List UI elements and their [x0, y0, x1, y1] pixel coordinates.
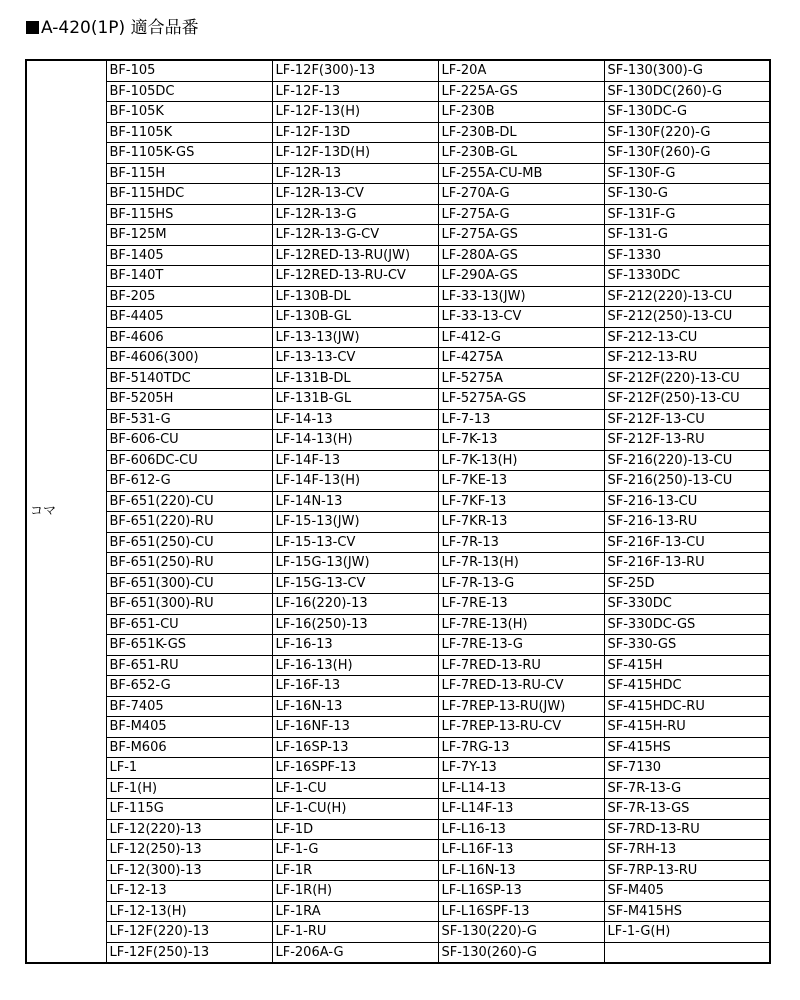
part-number-cell: SF-216(250)-13-CU — [604, 471, 770, 492]
table-row — [26, 922, 770, 943]
part-number-cell: SF-216-13-RU — [604, 512, 770, 533]
table-row — [26, 327, 770, 348]
part-number-cell: LF-7K-13(H) — [438, 450, 604, 471]
compatible-parts-table — [25, 59, 771, 964]
part-number-cell: SF-25D — [604, 573, 770, 594]
table-row — [26, 430, 770, 451]
table-row — [26, 102, 770, 123]
part-number-cell: LF-16(220)-13 — [272, 594, 438, 615]
part-number-cell: LF-12R-13 — [272, 163, 438, 184]
part-number-cell: BF-612-G — [106, 471, 272, 492]
part-number-cell: BF-125M — [106, 225, 272, 246]
part-number-cell: LF-14-13(H) — [272, 430, 438, 451]
part-number-cell: BF-651(300)-RU — [106, 594, 272, 615]
part-number-cell: LF-15-13-CV — [272, 532, 438, 553]
table-row — [26, 573, 770, 594]
part-number-cell: LF-L16SP-13 — [438, 881, 604, 902]
part-number-cell: LF-14F-13 — [272, 450, 438, 471]
part-number-cell: LF-131B-DL — [272, 368, 438, 389]
part-number-cell: LF-12F(220)-13 — [106, 922, 272, 943]
part-number-cell: BF-652-G — [106, 676, 272, 697]
part-number-cell: LF-7REP-13-RU-CV — [438, 717, 604, 738]
part-number-cell: LF-7K-13 — [438, 430, 604, 451]
part-number-cell: LF-230B-DL — [438, 122, 604, 143]
table-row — [26, 799, 770, 820]
part-number-cell: LF-7Y-13 — [438, 758, 604, 779]
part-number-cell: BF-4606(300) — [106, 348, 272, 369]
table-row — [26, 60, 770, 81]
part-number-cell: BF-115HS — [106, 204, 272, 225]
part-number-cell: LF-L16SPF-13 — [438, 901, 604, 922]
part-number-cell: SF-130(300)-G — [604, 60, 770, 81]
part-number-cell: LF-7KE-13 — [438, 471, 604, 492]
part-number-cell: SF-7RH-13 — [604, 840, 770, 861]
part-number-cell: LF-15G-13-CV — [272, 573, 438, 594]
part-number-cell: LF-12(220)-13 — [106, 819, 272, 840]
part-number-cell: LF-7R-13-G — [438, 573, 604, 594]
part-number-cell: BF-606DC-CU — [106, 450, 272, 471]
part-number-cell: LF-16F-13 — [272, 676, 438, 697]
part-number-cell: SF-7R-13-G — [604, 778, 770, 799]
part-number-cell: BF-651(300)-CU — [106, 573, 272, 594]
part-number-cell: LF-L16N-13 — [438, 860, 604, 881]
table-row — [26, 348, 770, 369]
part-number-cell: LF-7KF-13 — [438, 491, 604, 512]
part-number-cell: SF-7130 — [604, 758, 770, 779]
part-number-cell: LF-412-G — [438, 327, 604, 348]
part-number-cell: LF-33-13-CV — [438, 307, 604, 328]
part-number-cell: LF-13-13(JW) — [272, 327, 438, 348]
table-row — [26, 635, 770, 656]
part-number-cell: LF-1 — [106, 758, 272, 779]
part-number-cell: LF-12F-13(H) — [272, 102, 438, 123]
table-row — [26, 696, 770, 717]
table-row — [26, 409, 770, 430]
table-row — [26, 204, 770, 225]
part-number-cell: SF-216F-13-RU — [604, 553, 770, 574]
part-number-cell: SF-216-13-CU — [604, 491, 770, 512]
part-number-cell: SF-130DC(260)-G — [604, 81, 770, 102]
part-number-cell: SF-212F-13-CU — [604, 409, 770, 430]
part-number-cell: BF-531-G — [106, 409, 272, 430]
part-number-cell: SF-415H-RU — [604, 717, 770, 738]
part-number-cell: SF-M405 — [604, 881, 770, 902]
table-row — [26, 491, 770, 512]
table-row — [26, 901, 770, 922]
part-number-cell: LF-1(H) — [106, 778, 272, 799]
part-number-cell: LF-L16-13 — [438, 819, 604, 840]
part-number-cell: LF-1-CU — [272, 778, 438, 799]
table-row — [26, 655, 770, 676]
table-row — [26, 758, 770, 779]
part-number-cell: LF-131B-GL — [272, 389, 438, 410]
table-row — [26, 184, 770, 205]
table-row — [26, 614, 770, 635]
part-number-cell: SF-415HDC — [604, 676, 770, 697]
part-number-cell: LF-230B-GL — [438, 143, 604, 164]
part-number-cell: SF-130(220)-G — [438, 922, 604, 943]
part-number-cell: LF-7RE-13-G — [438, 635, 604, 656]
part-number-cell: LF-14N-13 — [272, 491, 438, 512]
part-number-cell: LF-7RED-13-RU — [438, 655, 604, 676]
part-number-cell: LF-16N-13 — [272, 696, 438, 717]
part-number-cell: LF-206A-G — [272, 942, 438, 963]
part-number-cell: SF-130DC-G — [604, 102, 770, 123]
part-number-cell: SF-212(220)-13-CU — [604, 286, 770, 307]
part-number-cell: BF-651(220)-RU — [106, 512, 272, 533]
part-number-cell: SF-330-GS — [604, 635, 770, 656]
part-number-cell: LF-14F-13(H) — [272, 471, 438, 492]
part-number-cell: SF-212F(250)-13-CU — [604, 389, 770, 410]
part-number-cell: LF-12-13(H) — [106, 901, 272, 922]
part-number-cell: SF-7RP-13-RU — [604, 860, 770, 881]
part-number-cell: SF-212-13-RU — [604, 348, 770, 369]
table-row — [26, 532, 770, 553]
part-number-cell: LF-16-13 — [272, 635, 438, 656]
table-row — [26, 553, 770, 574]
part-number-cell: BF-606-CU — [106, 430, 272, 451]
part-number-cell: SF-130F(260)-G — [604, 143, 770, 164]
part-number-cell: SF-7R-13-GS — [604, 799, 770, 820]
part-number-cell: SF-130-G — [604, 184, 770, 205]
part-number-cell: BF-651-RU — [106, 655, 272, 676]
part-number-cell: LF-12(300)-13 — [106, 860, 272, 881]
part-number-cell: LF-16(250)-13 — [272, 614, 438, 635]
part-number-cell: LF-20A — [438, 60, 604, 81]
part-number-cell: SF-130F(220)-G — [604, 122, 770, 143]
part-number-cell: LF-7R-13 — [438, 532, 604, 553]
title-text: A-420(1P) 適合品番 — [41, 18, 199, 38]
part-number-cell: LF-12F-13D — [272, 122, 438, 143]
part-number-cell: BF-M606 — [106, 737, 272, 758]
part-number-cell: LF-255A-CU-MB — [438, 163, 604, 184]
part-number-cell — [604, 942, 770, 963]
part-number-cell: LF-280A-GS — [438, 245, 604, 266]
part-number-cell: LF-1R — [272, 860, 438, 881]
part-number-cell: LF-12F-13 — [272, 81, 438, 102]
part-number-cell: LF-16NF-13 — [272, 717, 438, 738]
part-number-cell: LF-12F(300)-13 — [272, 60, 438, 81]
part-number-cell: SF-415HDC-RU — [604, 696, 770, 717]
part-number-cell: LF-14-13 — [272, 409, 438, 430]
part-number-cell: BF-105DC — [106, 81, 272, 102]
table-row — [26, 471, 770, 492]
part-number-cell: LF-7KR-13 — [438, 512, 604, 533]
part-number-cell: BF-4606 — [106, 327, 272, 348]
part-number-cell: LF-1-G(H) — [604, 922, 770, 943]
table-row — [26, 512, 770, 533]
part-number-cell: BF-140T — [106, 266, 272, 287]
table-row — [26, 450, 770, 471]
part-number-cell: LF-16SP-13 — [272, 737, 438, 758]
table-row — [26, 368, 770, 389]
table-row — [26, 122, 770, 143]
part-number-cell: BF-115H — [106, 163, 272, 184]
table-row — [26, 778, 770, 799]
part-number-cell: LF-12R-13-CV — [272, 184, 438, 205]
part-number-cell: LF-7RE-13 — [438, 594, 604, 615]
part-number-cell: LF-12(250)-13 — [106, 840, 272, 861]
part-number-cell: SF-130F-G — [604, 163, 770, 184]
table-row — [26, 737, 770, 758]
part-number-cell: SF-131F-G — [604, 204, 770, 225]
part-number-cell: LF-L16F-13 — [438, 840, 604, 861]
part-number-cell: SF-212F-13-RU — [604, 430, 770, 451]
page-title — [26, 16, 199, 40]
part-number-cell: BF-1405 — [106, 245, 272, 266]
part-number-cell: LF-1-RU — [272, 922, 438, 943]
part-number-cell: BF-105K — [106, 102, 272, 123]
part-number-cell: LF-12R-13-G — [272, 204, 438, 225]
part-number-cell: LF-16-13(H) — [272, 655, 438, 676]
compatible-parts-table-body — [26, 60, 770, 963]
part-number-cell: BF-1105K-GS — [106, 143, 272, 164]
table-row — [26, 881, 770, 902]
part-number-cell: LF-12F-13D(H) — [272, 143, 438, 164]
part-number-cell: SF-415H — [604, 655, 770, 676]
part-number-cell: LF-12RED-13-RU(JW) — [272, 245, 438, 266]
part-number-cell: LF-115G — [106, 799, 272, 820]
part-number-cell: BF-4405 — [106, 307, 272, 328]
part-number-cell: SF-131-G — [604, 225, 770, 246]
part-number-cell: BF-651K-GS — [106, 635, 272, 656]
table-row — [26, 594, 770, 615]
part-number-cell: BF-M405 — [106, 717, 272, 738]
part-number-cell: BF-105 — [106, 60, 272, 81]
table-row — [26, 860, 770, 881]
part-number-cell: LF-225A-GS — [438, 81, 604, 102]
part-number-cell: LF-7RED-13-RU-CV — [438, 676, 604, 697]
part-number-cell: LF-L14-13 — [438, 778, 604, 799]
table-row — [26, 266, 770, 287]
part-number-cell: LF-4275A — [438, 348, 604, 369]
part-number-cell: LF-130B-GL — [272, 307, 438, 328]
part-number-cell: LF-275A-GS — [438, 225, 604, 246]
part-number-cell: SF-330DC — [604, 594, 770, 615]
part-number-cell: SF-216F-13-CU — [604, 532, 770, 553]
table-row — [26, 225, 770, 246]
part-number-cell: LF-7-13 — [438, 409, 604, 430]
part-number-cell: BF-115HDC — [106, 184, 272, 205]
part-number-cell: BF-651(220)-CU — [106, 491, 272, 512]
part-number-cell: LF-7REP-13-RU(JW) — [438, 696, 604, 717]
table-row — [26, 717, 770, 738]
table-row — [26, 819, 770, 840]
part-number-cell: BF-651(250)-CU — [106, 532, 272, 553]
table-row — [26, 676, 770, 697]
part-number-cell: LF-230B — [438, 102, 604, 123]
part-number-cell: LF-1-CU(H) — [272, 799, 438, 820]
part-number-cell: SF-212F(220)-13-CU — [604, 368, 770, 389]
table-row — [26, 245, 770, 266]
part-number-cell: LF-12RED-13-RU-CV — [272, 266, 438, 287]
part-number-cell: BF-5205H — [106, 389, 272, 410]
part-number-cell: LF-5275A-GS — [438, 389, 604, 410]
part-number-cell: LF-275A-G — [438, 204, 604, 225]
table-row — [26, 81, 770, 102]
part-number-cell: LF-L14F-13 — [438, 799, 604, 820]
part-number-cell: LF-1RA — [272, 901, 438, 922]
part-number-cell: SF-1330 — [604, 245, 770, 266]
part-number-cell: BF-7405 — [106, 696, 272, 717]
part-number-cell: BF-205 — [106, 286, 272, 307]
table-row — [26, 143, 770, 164]
table-row — [26, 840, 770, 861]
part-number-cell: LF-16SPF-13 — [272, 758, 438, 779]
part-number-cell: LF-270A-G — [438, 184, 604, 205]
table-row — [26, 307, 770, 328]
part-number-cell: SF-130(260)-G — [438, 942, 604, 963]
part-number-cell: SF-212(250)-13-CU — [604, 307, 770, 328]
part-number-cell: LF-1-G — [272, 840, 438, 861]
table-row — [26, 942, 770, 963]
part-number-cell: BF-651(250)-RU — [106, 553, 272, 574]
part-number-cell: LF-15G-13(JW) — [272, 553, 438, 574]
part-number-cell: SF-216(220)-13-CU — [604, 450, 770, 471]
part-number-cell: BF-5140TDC — [106, 368, 272, 389]
part-number-cell: SF-212-13-CU — [604, 327, 770, 348]
part-number-cell: SF-415HS — [604, 737, 770, 758]
part-number-cell: LF-33-13(JW) — [438, 286, 604, 307]
table-row — [26, 163, 770, 184]
part-number-cell: BF-651-CU — [106, 614, 272, 635]
part-number-cell: LF-1D — [272, 819, 438, 840]
part-number-cell: SF-M415HS — [604, 901, 770, 922]
part-number-cell: LF-5275A — [438, 368, 604, 389]
part-number-cell: LF-7RG-13 — [438, 737, 604, 758]
part-number-cell: LF-12-13 — [106, 881, 272, 902]
part-number-cell: LF-290A-GS — [438, 266, 604, 287]
part-number-cell: LF-130B-DL — [272, 286, 438, 307]
table-row — [26, 389, 770, 410]
part-number-cell: LF-13-13-CV — [272, 348, 438, 369]
table-row — [26, 286, 770, 307]
part-number-cell: SF-1330DC — [604, 266, 770, 287]
part-number-cell: LF-7RE-13(H) — [438, 614, 604, 635]
black-square-icon — [26, 21, 39, 34]
part-number-cell: LF-12R-13-G-CV — [272, 225, 438, 246]
part-number-cell: LF-12F(250)-13 — [106, 942, 272, 963]
part-number-cell: BF-1105K — [106, 122, 272, 143]
part-number-cell: LF-7R-13(H) — [438, 553, 604, 574]
category-label: コマ — [26, 60, 106, 963]
part-number-cell: SF-330DC-GS — [604, 614, 770, 635]
part-number-cell: SF-7RD-13-RU — [604, 819, 770, 840]
part-number-cell: LF-15-13(JW) — [272, 512, 438, 533]
part-number-cell: LF-1R(H) — [272, 881, 438, 902]
